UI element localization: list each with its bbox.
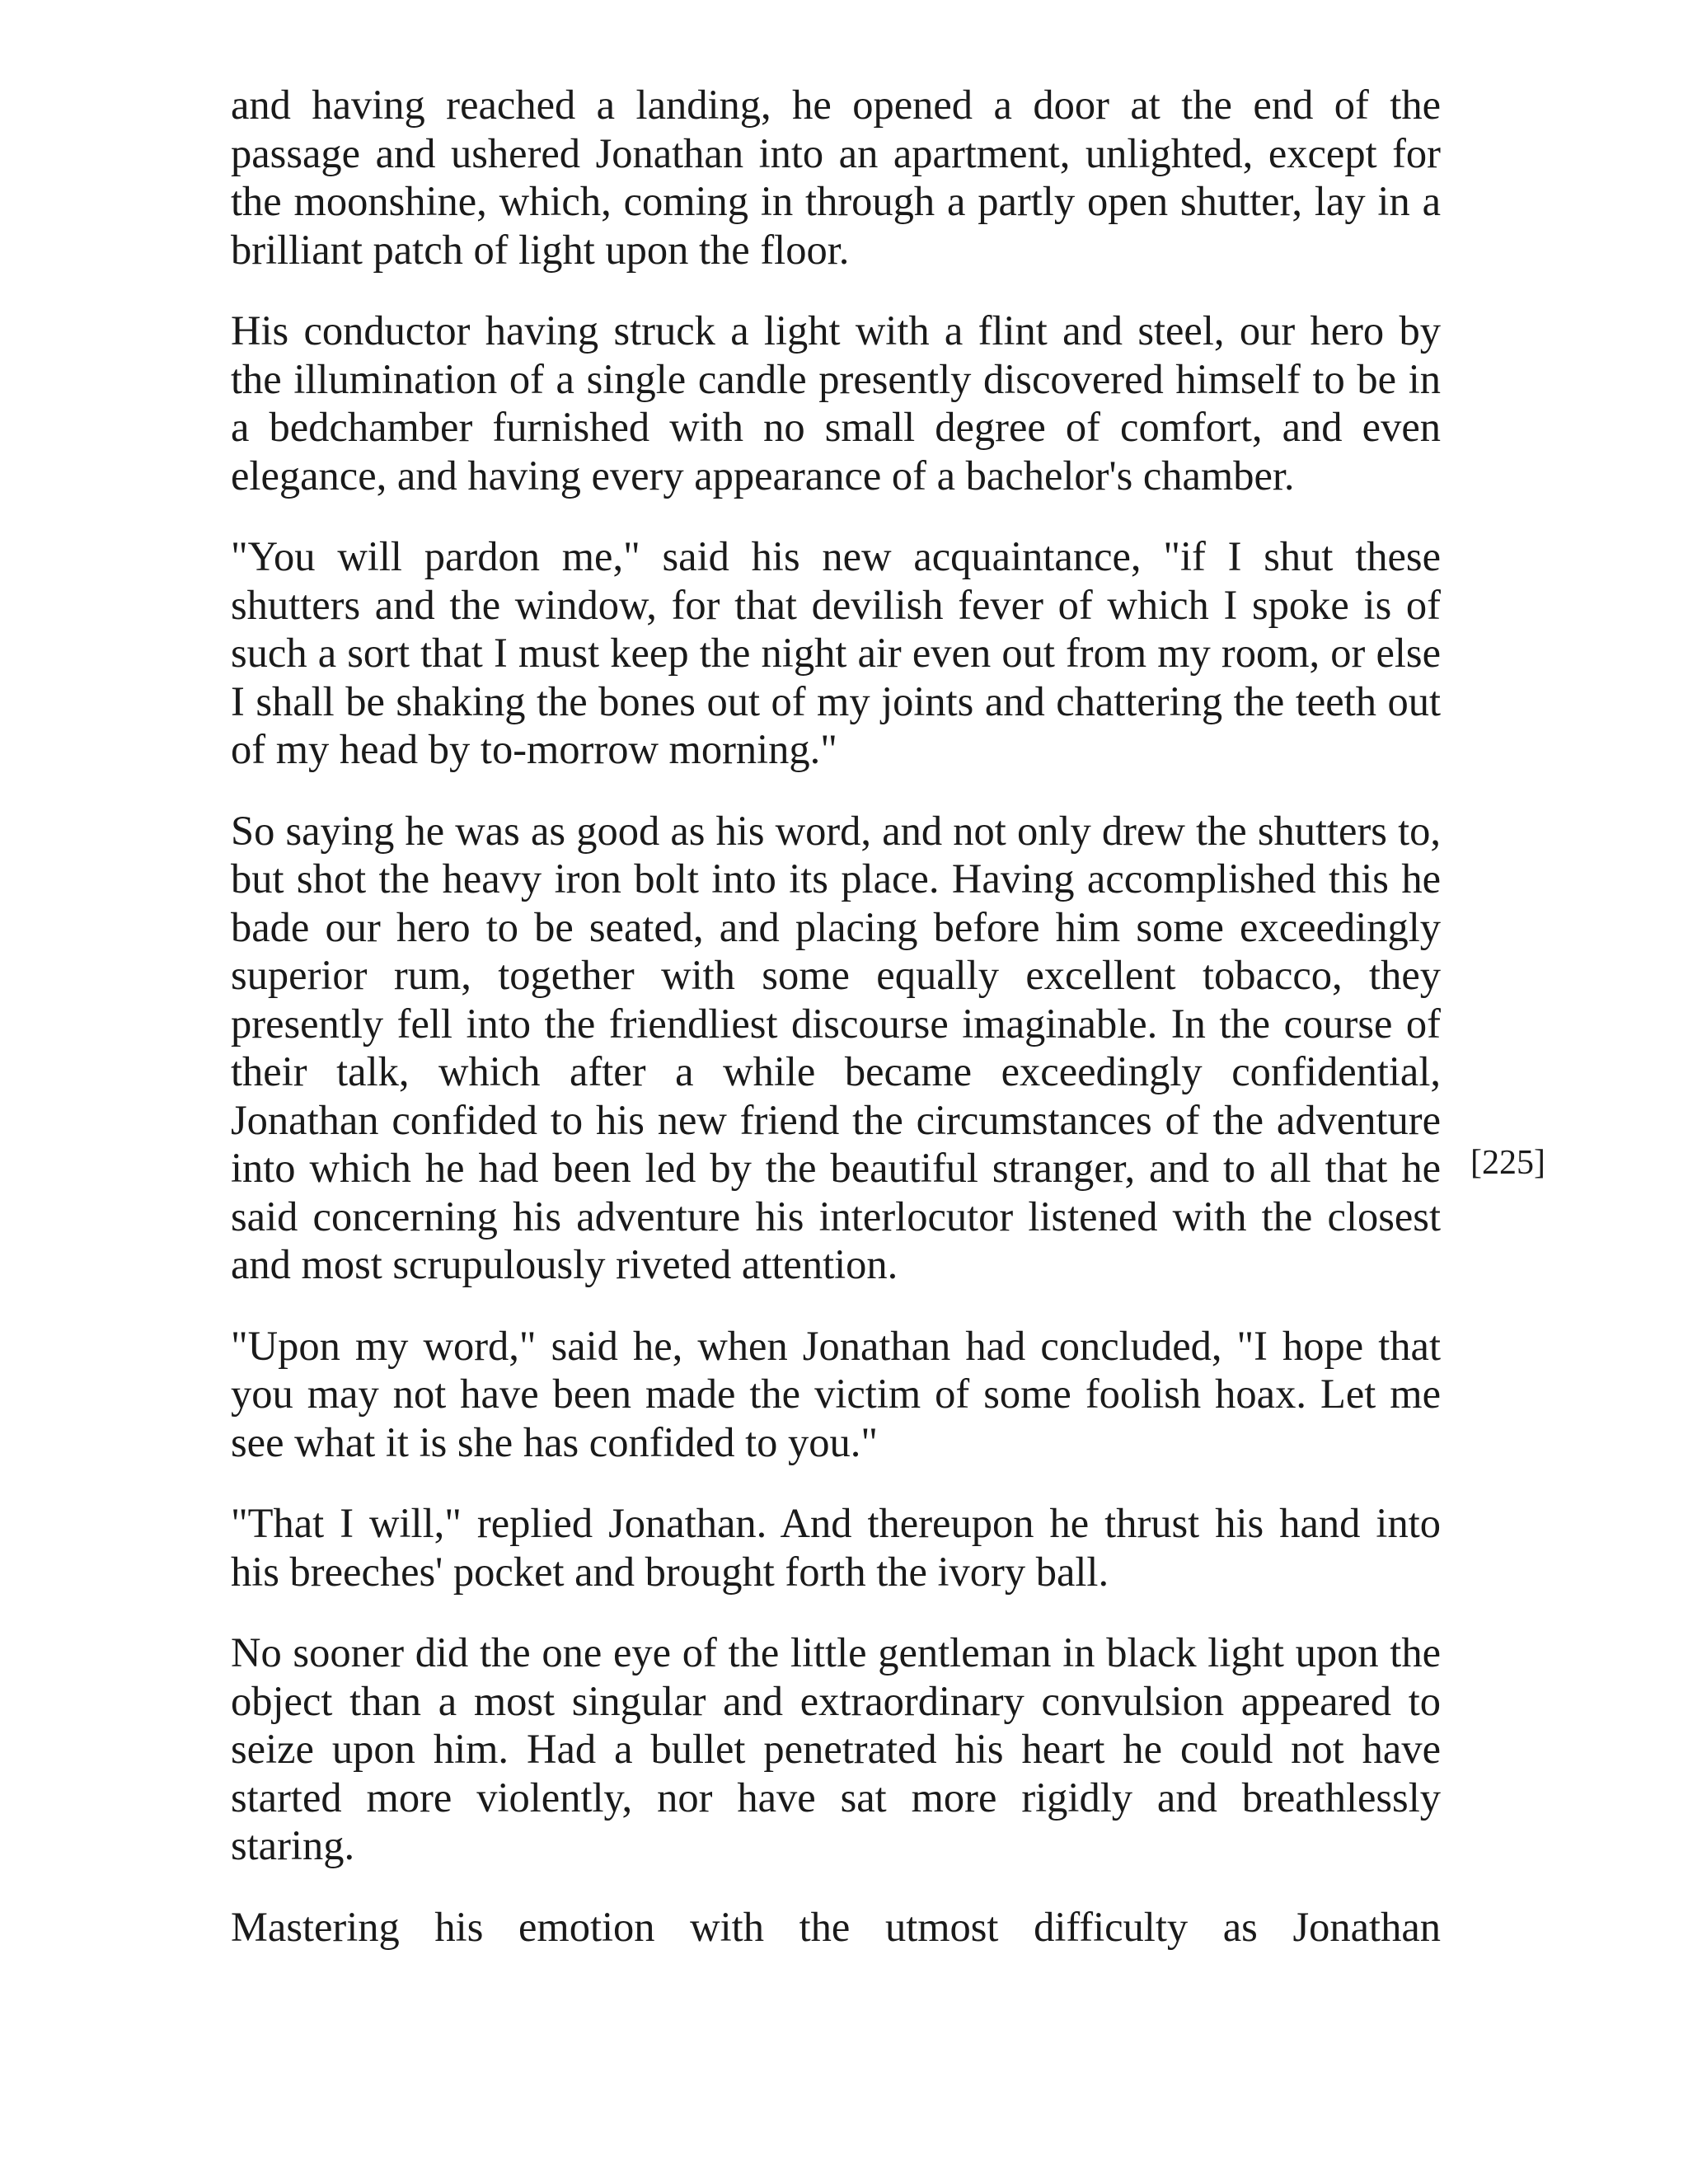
paragraph: His conductor having struck a light with a flint and steel, our hero by the illumination of a single candle presently discovered himself to be in a bedchamber furnished with no small degree of comfort, and even elegance, and having every appearance of a bachelor's chamber. [231,307,1441,499]
page-number: [225] [1470,1144,1545,1182]
paragraph-continued: Mastering his emotion with the utmost difficulty as Jonathan [231,1903,1441,1950]
paragraph: No sooner did the one eye of the little gentleman in black light upon the object than a most singular and extraordinary convulsion appeared to seize upon him. Had a bullet penetrated his heart he could not have started more violently, nor have sat more rigidly and breathlessly staring. [231,1629,1441,1868]
paragraph: So saying he was as good as his word, and not only drew the shutters to, but shot the heavy iron bolt into its place. Having accomplished this he bade our hero to be seated, and placing before him some exceedingly superior rum, together with some equally excellent tobacco, they presently fell into the friendliest discourse imaginable. In the course of their talk, which after a while became exceedingly confidential, Jonathan confided to his new friend the circumstances of the adventure into which he had been led by the beautiful stranger, and to all that he said concerning his adventure his interlocutor listened with the closest and most scrupulously riveted attention. [231,807,1441,1287]
paragraph: and having reached a landing, he opened a door at the end of the passage and ushered Jonathan into an apartment, unlighted, except for the moonshine, which, coming in through a partly open shutter, lay in a brilliant patch of light upon the floor. [231,82,1441,273]
paragraph: "You will pardon me," said his new acquaintance, "if I shut these shutters and the window, for that devilish fever of which I spoke is of such a sort that I must keep the night air even out from my room, or else I shall be shaking the bones out of my joints and chattering the teeth out of my head by to-morrow morning." [231,533,1441,772]
paragraph: "Upon my word," said he, when Jonathan had concluded, "I hope that you may not have been made the victim of some foolish hoax. Let me see what it is she has confided to you." [231,1322,1441,1465]
body-text [231,81,1441,1984]
paragraph: "That I will," replied Jonathan. And thereupon he thrust his hand into his breeches' pocket and brought forth the ivory ball. [231,1500,1441,1595]
